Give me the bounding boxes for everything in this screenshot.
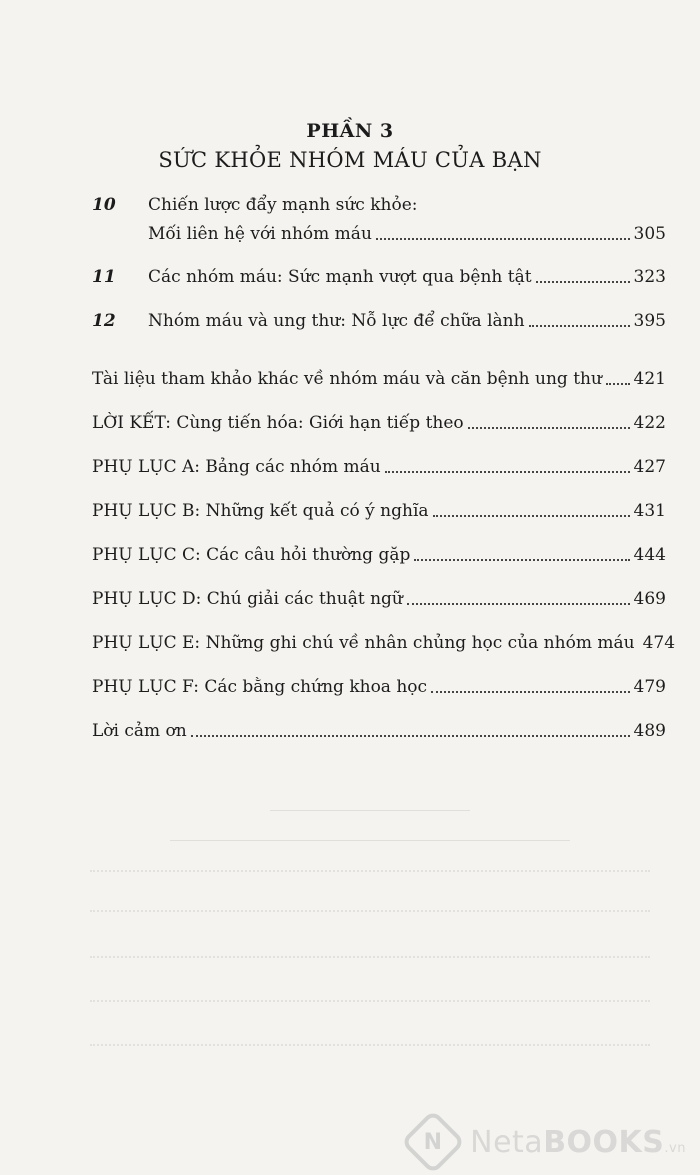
entry-title: PHỤ LỤC A: Bảng các nhóm máu xyxy=(92,457,381,477)
page-number: 422 xyxy=(633,413,666,433)
dot-leader xyxy=(191,735,630,737)
toc-entry xyxy=(92,584,666,610)
chapter-title: Nhóm máu và ung thư: Nỗ lực để chữa lành xyxy=(148,311,525,331)
part-label: PHẦN 3 xyxy=(306,120,394,142)
dot-leader xyxy=(606,383,630,385)
page-number: 444 xyxy=(633,545,666,565)
dot-leader xyxy=(414,559,629,561)
page-number: 469 xyxy=(633,589,666,609)
dot-leader xyxy=(529,325,630,327)
page-number: 323 xyxy=(633,267,666,287)
toc-entry xyxy=(92,408,666,434)
page-number: 421 xyxy=(633,369,666,389)
toc-entry xyxy=(92,672,666,698)
page-number: 474 xyxy=(642,633,676,653)
entry-title: PHỤ LỤC F: Các bằng chứng khoa học xyxy=(92,677,428,697)
chapter-number: 10 xyxy=(92,195,116,215)
chapter-title: Các nhóm máu: Sức mạnh vượt qua bệnh tật xyxy=(148,267,532,287)
dot-leader xyxy=(433,515,630,517)
toc-entry xyxy=(92,364,666,390)
chapter-title: Chiến lược đẩy mạnh sức khỏe: xyxy=(148,195,418,215)
entry-title: Tài liệu tham khảo khác về nhóm máu và căn bệnh ung thư xyxy=(92,369,602,389)
toc-chapter-10 xyxy=(92,190,666,216)
watermark-text: NetaBOOKS.vn xyxy=(470,1124,686,1160)
toc-entry xyxy=(92,452,666,478)
toc-entry xyxy=(92,496,666,522)
chapter-subtitle: Mối liên hệ với nhóm máu xyxy=(148,224,372,244)
chapter-number: 11 xyxy=(92,267,116,287)
page-number: 489 xyxy=(633,721,666,741)
page-number: 479 xyxy=(633,677,666,697)
dot-leader xyxy=(385,471,630,473)
dot-leader xyxy=(431,691,630,693)
dot-leader xyxy=(407,603,630,605)
page-number: 431 xyxy=(633,501,666,521)
entry-title: PHỤ LỤC D: Chú giải các thuật ngữ xyxy=(92,589,403,609)
toc-entry xyxy=(92,540,666,566)
page-number: 427 xyxy=(633,457,666,477)
toc-chapter-12 xyxy=(92,306,666,332)
toc-chapter-11 xyxy=(92,262,666,288)
entry-title: PHỤ LỤC B: Những kết quả có ý nghĩa xyxy=(92,501,429,521)
toc-chapter-10-line2 xyxy=(148,219,666,245)
chapter-number: 12 xyxy=(92,311,116,331)
part-title: SỨC KHỎE NHÓM MÁU CỦA BẠN xyxy=(158,148,542,172)
publisher-watermark xyxy=(410,1119,686,1165)
toc-entry xyxy=(92,628,676,654)
entry-title: PHỤ LỤC C: Các câu hỏi thường gặp xyxy=(92,545,411,565)
netabooks-logo-icon: N xyxy=(401,1109,466,1174)
dot-leader xyxy=(468,427,630,429)
entry-title: PHỤ LỤC E: Những ghi chú về nhân chủng học của nhóm máu xyxy=(92,633,635,653)
bleed-through xyxy=(80,790,660,1090)
toc-entry xyxy=(92,716,666,742)
dot-leader xyxy=(536,281,630,283)
entry-title: Lời cảm ơn xyxy=(92,721,187,741)
page-number: 395 xyxy=(633,311,666,331)
dot-leader xyxy=(376,238,630,240)
entry-title: LỜI KẾT: Cùng tiến hóa: Giới hạn tiếp theo xyxy=(92,413,464,433)
page-number: 305 xyxy=(633,224,666,244)
